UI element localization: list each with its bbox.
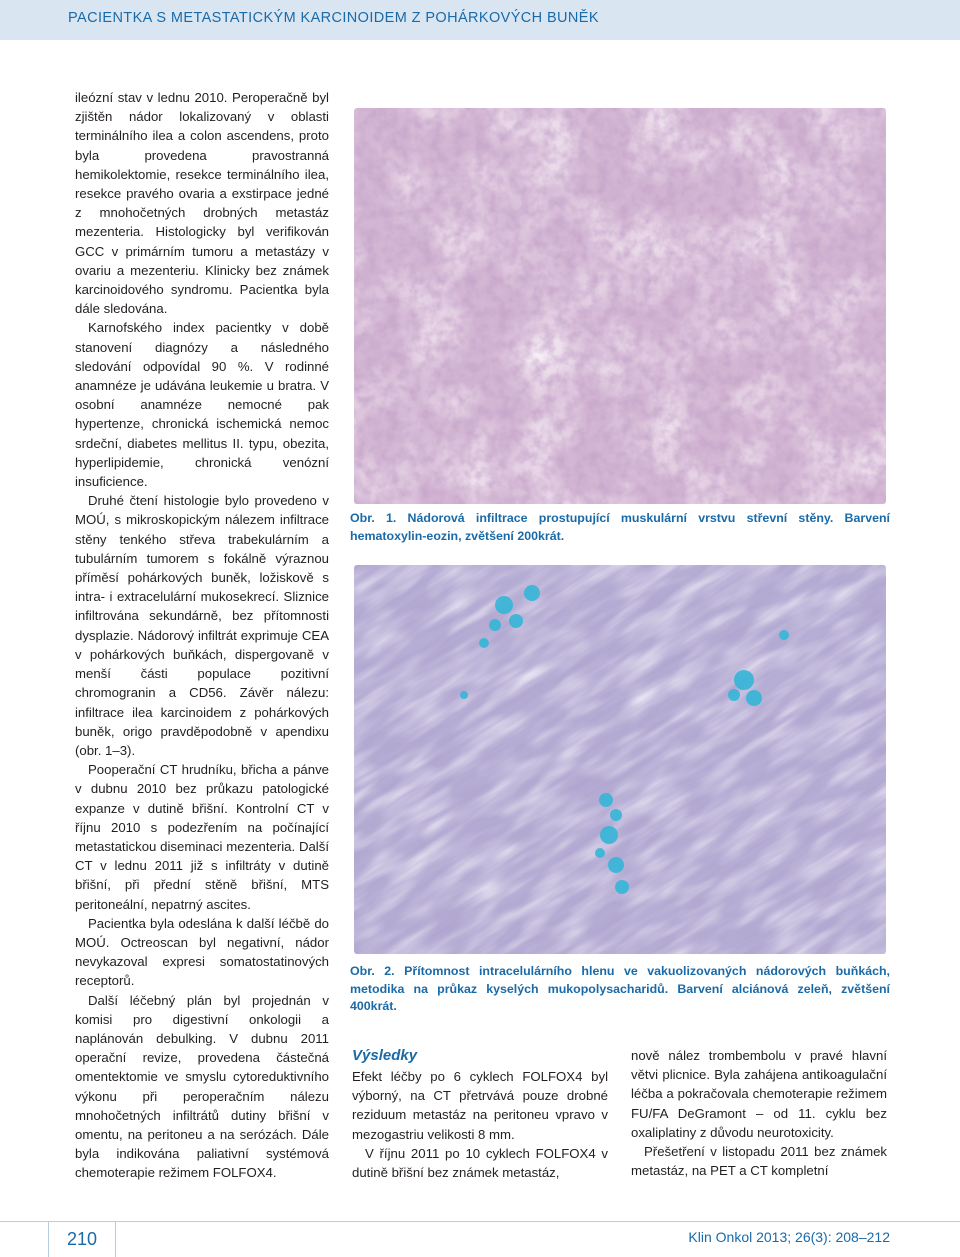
alcian-stain-image	[354, 565, 886, 954]
results-paragraph-2: V říjnu 2011 po 10 cyklech FOLFOX4 v dutině břišní bez známek metastáz,	[352, 1145, 608, 1181]
left-paragraph-4: Pooperační CT hrudníku, břicha a pánve v dubnu 2010 bez průkazu patologické expanze v dutině břišní. Kontrolní CT v říjnu 2010 s podezřením na počínající metastatickou diseminaci mezenteria. Další CT v lednu 2011 již s infiltráty v dutině břišní, při přední stěně břišní, MTS peritoneální, nepatrný ascites.	[75, 762, 329, 912]
right-paragraph-2: Přešetření v listopadu 2011 bez známek metastáz, na PET a CT kompletní	[631, 1144, 887, 1179]
figure-2-caption: Obr. 2. Přítomnost intracelulárního hlenu ve vakuolizovaných nádorových buňkách, metodika na průkaz kyselých mukopolysacharidů. Barvení alciánová zeleň, zvětšení 400krát.	[350, 964, 890, 1013]
results-paragraph-1: Efekt léčby po 6 cyklech FOLFOX4 byl výborný, na CT přetrvává pouze drobné reziduum metastáz na peritoneu vpravo v mezogastriu velikosti 8 mm.	[352, 1069, 608, 1142]
running-header-title: PACIENTKA S METASTATICKÝM KARCINOIDEM Z POHÁRKOVÝCH BUNĚK	[68, 10, 599, 26]
left-paragraph-2: Karnofského index pacientky v době stanovení diagnózy a následného sledování odpovídal 90 %. V rodinné anamnéze je udávána leukemie u bratra. V osobní anamnéze nemocné pak hypertenze, chronická ischemická nemoc srdeční, diabetes mellitus II. typu, obezita, hyperlipidemie, chronická venózní insuficience.	[75, 320, 329, 490]
page-number: 210	[66, 1229, 98, 1249]
right-text-column	[631, 1046, 887, 1180]
figure-2-micrograph	[354, 565, 886, 954]
page-number-box	[48, 1221, 116, 1257]
right-paragraph-1: nově nález trombembolu v pravé hlavní větvi plicnice. Byla zahájena antikoagulační léčba a pokračovala chemoterapie režimem FU/FA DeGramont – od 11. cyklu bez oxaliplatiny z důvodu neurotoxicity.	[631, 1048, 887, 1140]
left-text-column	[75, 88, 329, 1183]
journal-citation: Klin Onkol 2013; 26(3): 208–212	[688, 1229, 890, 1245]
left-paragraph-1: ileózní stav v lednu 2010. Peroperačně byl zjištěn nádor lokalizovaný v oblasti terminálního ilea a colon ascendens, proto byla provedena pravostranná hemikolektomie, resekce terminálního ilea, resekce pravého ovaria a exstirpace jedné z mnohočetných drobných metastáz mezenteria. Histologicky byl verifikován GCC v primárním tumoru a metastázy v ovariu a mezenteriu. Klinicky bez známek karcinoidového syndromu. Pacientka byla dále sledována.	[75, 90, 329, 317]
running-header	[0, 0, 960, 40]
results-heading: Výsledky	[352, 1047, 418, 1064]
he-stain-image	[354, 108, 886, 504]
middle-text-column	[352, 1046, 608, 1182]
figure-1-caption: Obr. 1. Nádorová infiltrace prostupující muskulární vrstvu střevní stěny. Barvení hematoxylin-eozin, zvětšení 200krát.	[350, 511, 890, 543]
footer-rule	[0, 1221, 960, 1222]
figure-1-micrograph	[354, 108, 886, 504]
left-paragraph-6: Další léčebný plán byl projednán v komisi pro digestivní onkologii a naplánován debulking. V dubnu 2011 operační revize, provedena částečná omentektomie ve smyslu cytoreduktivního výkonu při peroperačním nálezu mnohočetných infiltrátů dutiny břišní v omentu, na peritoneu a na serózách. Dále byla indikována paliativní systémová chemoterapie režimem FOLFOX4.	[75, 992, 329, 1181]
left-paragraph-5: Pacientka byla odeslána k další léčbě do MOÚ. Octreoscan byl negativní, nádor nevykazoval expresi somatostatinových receptorů.	[75, 915, 329, 989]
left-paragraph-3: Druhé čtení histologie bylo provedeno v MOÚ, s mikroskopickým nálezem infiltrace stěny tenkého střeva trabekulárním a tubulárním tumorem s fokálně výraznou příměsí pohárkových buněk, ložiskově s intra- i extracelulární mukosekrecí. Sliznice infiltrována sekundárně, bez přítomnosti dysplazie. Nádorový infiltrát exprimuje CEA v pohárkových buňkách, dispergovaně v menší části populace pozitivní chromogranin a CD56. Závěr nálezu: infiltrace ilea karcinoidem z pohárkových buněk, origo pravděpodobně v apendixu (obr. 1–3).	[75, 493, 329, 758]
